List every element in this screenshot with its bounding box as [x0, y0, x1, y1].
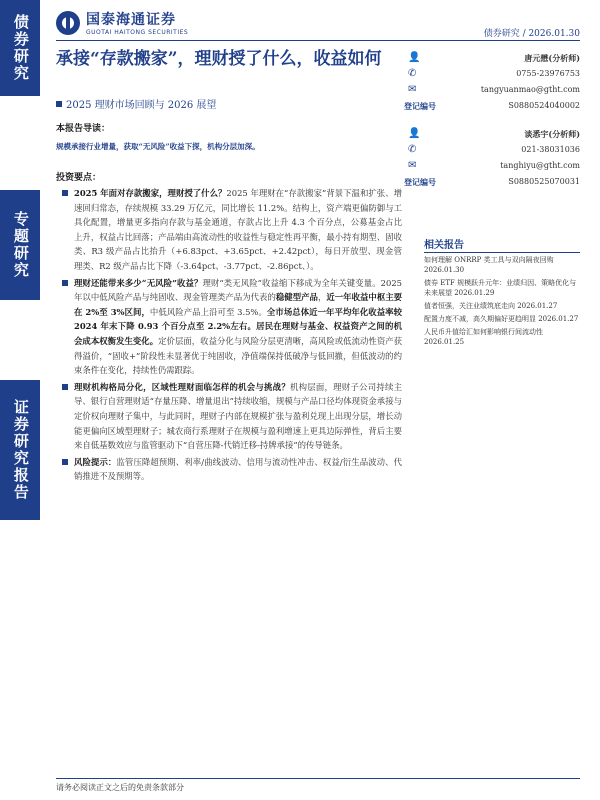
email-icon: ✉	[408, 84, 417, 95]
report-subtitle: 2025 理财市场回顾与 2026 展望	[56, 96, 216, 111]
square-bullet-icon	[56, 101, 62, 107]
analyst-card: 👤 谈悉宇(分析师) ✆ 021-38031036 ✉ tanghiyu@gtht.com 登记编号 S0880525070031	[404, 128, 580, 187]
side-tag-special: 专题研究	[0, 190, 40, 300]
related-report-link[interactable]: 人民币升值给汇如何影响银行间流动性 2026.01.25	[424, 328, 543, 346]
key-point: 风险提示：监管压降超预期、利率/曲线波动、信用与流动性冲击、权益/衍生品波动、代销推进不及预期等。	[60, 455, 402, 484]
guide-heading: 本报告导读：	[56, 124, 111, 134]
guide-text: 规模承接行业增量，获取“无风险”收益下探，机构分层加深。	[56, 142, 260, 151]
side-tag-bond: 债券研究	[0, 0, 40, 96]
related-report-link[interactable]: 债券 ETF 规模跃升元年：业绩归因、策略优化与未来展望 2026.01.29	[424, 279, 577, 297]
report-title: 承接“存款搬家”，理财授了什么，收益如何	[56, 49, 382, 69]
footer-disclaimer: 请务必阅读正文之后的免责条款部分	[56, 783, 184, 792]
analyst-card: 👤 唐元懋(分析师) ✆ 0755-23976753 ✉ tangyuanmao@gtht.com 登记编号 S0880524040002	[404, 52, 580, 111]
person-icon: 👤	[408, 52, 421, 63]
key-point: 理财还能带来多少“无风险”收益？理财“类无风险”收益缩下移成为全年关键变量。2025 年以中低风险产品与纯固收、现金管理类产品为代表的稳健型产品，近一年收益中枢主要在 2%至 3%区间，中低风险产品上沿可至 3.5%。全市场总体近一年平均年化收益率较 2024 年末下降 0.93 个百分点至 2.2%左右。居民在理财与基金、权益资产之间的机会成本权衡发生变化。定价层面，收益分化与风险分层更清晰，高风险或低流动性资产获得溢价，“固收+”阶段性未显著优于纯固收，净值端保持低破净与低回撤，但低波动的约束条件在变化，持续性仍需跟踪。	[60, 276, 402, 378]
key-points-heading: 投资要点：	[56, 173, 102, 183]
footer-divider	[56, 778, 580, 779]
header-divider	[56, 40, 580, 41]
side-tag-report: 证券研究报告	[0, 380, 40, 520]
email-icon: ✉	[408, 160, 417, 171]
brand-name-cn: 国泰海通证券	[86, 12, 176, 28]
key-points	[60, 186, 402, 486]
brand-mark-icon	[56, 11, 80, 35]
brand-name-en: GUOTAI HAITONG SECURITIES	[86, 29, 189, 36]
header-category-date: 债券研究 / 2026.01.30	[483, 29, 580, 39]
phone-icon: ✆	[408, 68, 417, 79]
related-report-link[interactable]: 值者恒强，关注业绩筑底走向 2026.01.27	[424, 302, 558, 310]
related-report-link[interactable]: 配置力度不减，高久期偏好更趋明显 2026.01.27	[424, 315, 579, 323]
related-reports-title: 相关报告	[424, 240, 464, 251]
related-reports-list	[424, 255, 580, 350]
related-report-link[interactable]: 如何理解 ONRRP 类工具与双向隔夜回购 2026.01.30	[424, 256, 554, 274]
person-icon: 👤	[408, 128, 421, 139]
key-point: 2025 年面对存款搬家，理财授了什么？2025 年理财在“存款搬家”背景下温和扩张、增速回归常态，存续规模 33.29 万亿元，同比增长 11.2%。结构上，资产端更偏防御与工具化配置，增量更多指向存款与基金通道，存款占比上升 4.3 个百分点，公募基金占比上升，权益占比回落；产品端由高流动性的收益性与稳定性再平衡，最小持有期型、固收类、R3 级产品占比抬升（+6.83pct、+3.65pct、+2.42pct），每日开放型、现金管理类、R2 级产品占比下降（-3.64pct、-3.77pct、-2.86pct、）。	[60, 186, 402, 274]
phone-icon: ✆	[408, 144, 417, 155]
key-point: 理财机构格局分化，区域性理财面临怎样的机会与挑战？机构层面，理财子公司持续主导、银行自营理财适“存量压降、增量退出”持续收缩，规模与产品口径均体现资金承接与定价权向理财子集中，与此同时，理财子内部在规模扩张与盈利兑现上出现分层，增长动能更偏向区域型理财子；城农商行系理财子在规模与盈利增速上更具边际弹性，背后主要来自低基数效应与监管驱动下“自营压降-代销迁移-持牌承接”的传导链条。	[60, 380, 402, 453]
related-divider	[424, 252, 580, 253]
brand-logo	[56, 9, 188, 36]
